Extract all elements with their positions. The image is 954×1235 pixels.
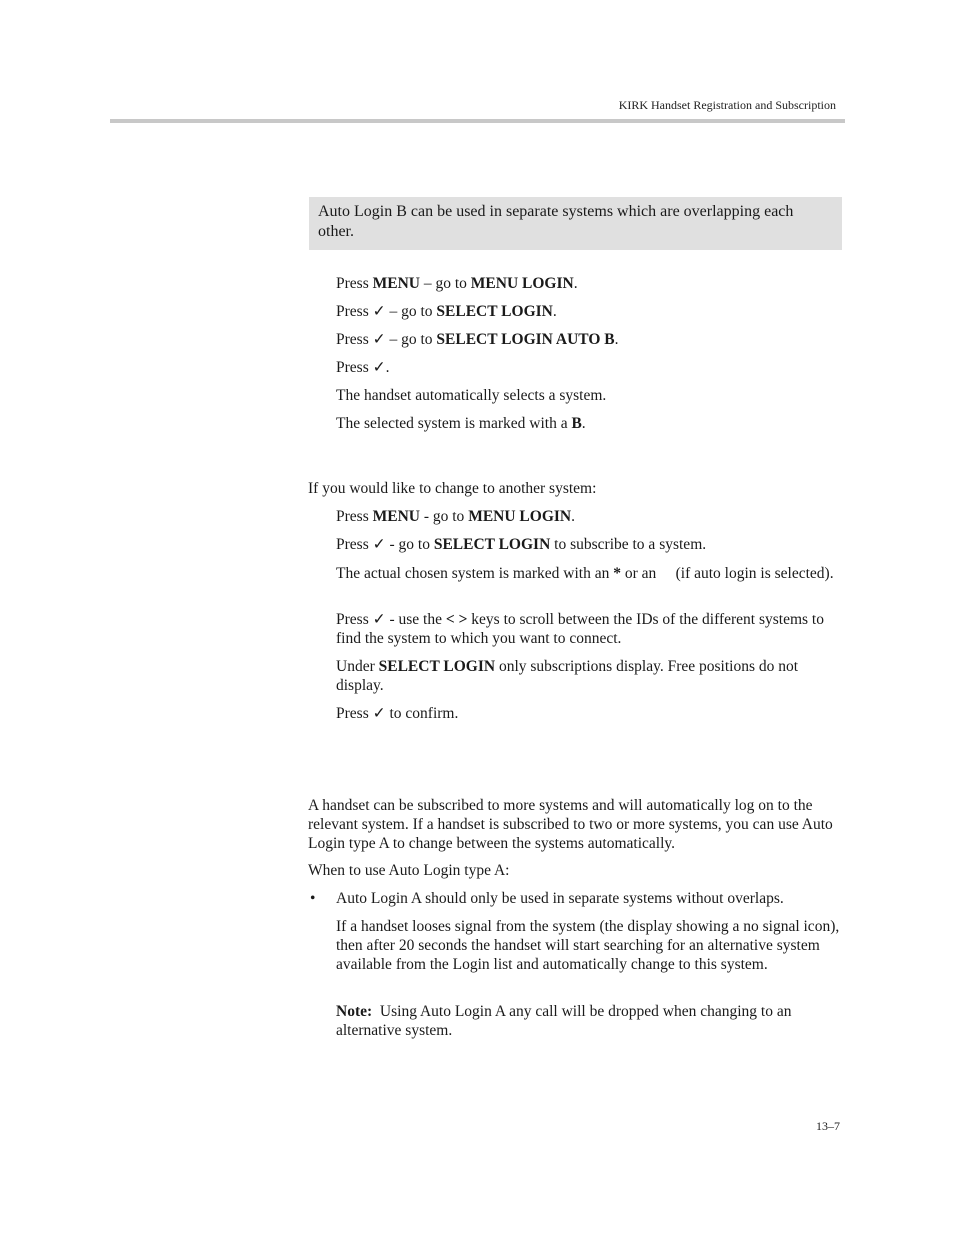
step-auto-select: The handset automatically selects a system. [336, 387, 607, 404]
check-icon: ✓ [372, 303, 386, 320]
header-rule [110, 119, 845, 123]
step-press-check: Press ✓. [336, 359, 390, 376]
page-number: 13–7 [816, 1119, 840, 1133]
step-press-menu: Press MENU – go to MENU LOGIN. [336, 275, 578, 292]
check-icon: ✓ [372, 536, 386, 553]
step-select-login: Press ✓ – go to SELECT LOGIN. [336, 303, 557, 320]
auto-a-bullet-1: Auto Login A should only be used in separate systems without overlaps. [336, 890, 784, 907]
running-header: KIRK Handset Registration and Subscription [618, 98, 836, 112]
check-icon: ✓ [372, 611, 386, 628]
note-box-text: Auto Login B can be used in separate systems which are overlapping each other. [318, 203, 794, 240]
change-step-confirm: Press ✓ to confirm. [336, 705, 459, 722]
change-step-marked: The actual chosen system is marked with an * or an (if auto login is selected). [336, 565, 834, 582]
change-step-menu: Press MENU - go to MENU LOGIN. [336, 508, 575, 525]
note-box [309, 197, 842, 250]
change-intro: If you would like to change to another system: [308, 480, 597, 497]
check-icon: ✓ [372, 359, 386, 376]
step-select-login-auto-b: Press ✓ – go to SELECT LOGIN AUTO B. [336, 331, 619, 348]
change-step-subscriptions: Under SELECT LOGIN only subscriptions display. Free positions do not display. [336, 658, 799, 694]
change-step-select-login: Press ✓ - go to SELECT LOGIN to subscribe to a system. [336, 536, 707, 553]
bullet-icon: • [310, 890, 316, 907]
step-marked-b: The selected system is marked with a B. [336, 415, 586, 432]
change-step-scroll: Press ✓ - use the < > keys to scroll between the IDs of the different systems to find the system to which you want to connect. [336, 611, 824, 647]
auto-a-signal-loss: If a handset looses signal from the system (the display showing a no signal icon), then after 20 seconds the handset will start searching for an alternative system available from the Login list and automatically change to this system. [336, 918, 840, 973]
check-icon: ✓ [372, 331, 386, 348]
check-icon: ✓ [372, 705, 386, 722]
auto-a-paragraph: A handset can be subscribed to more systems and will automatically log on to the relevant system. If a handset is subscribed to two or more systems, you can use Auto Login type A to change between the systems automatically. [308, 797, 833, 852]
auto-a-note: Note: Using Auto Login A any call will be dropped when changing to an alternative system. [336, 1003, 796, 1039]
auto-a-when: When to use Auto Login type A: [308, 862, 510, 879]
